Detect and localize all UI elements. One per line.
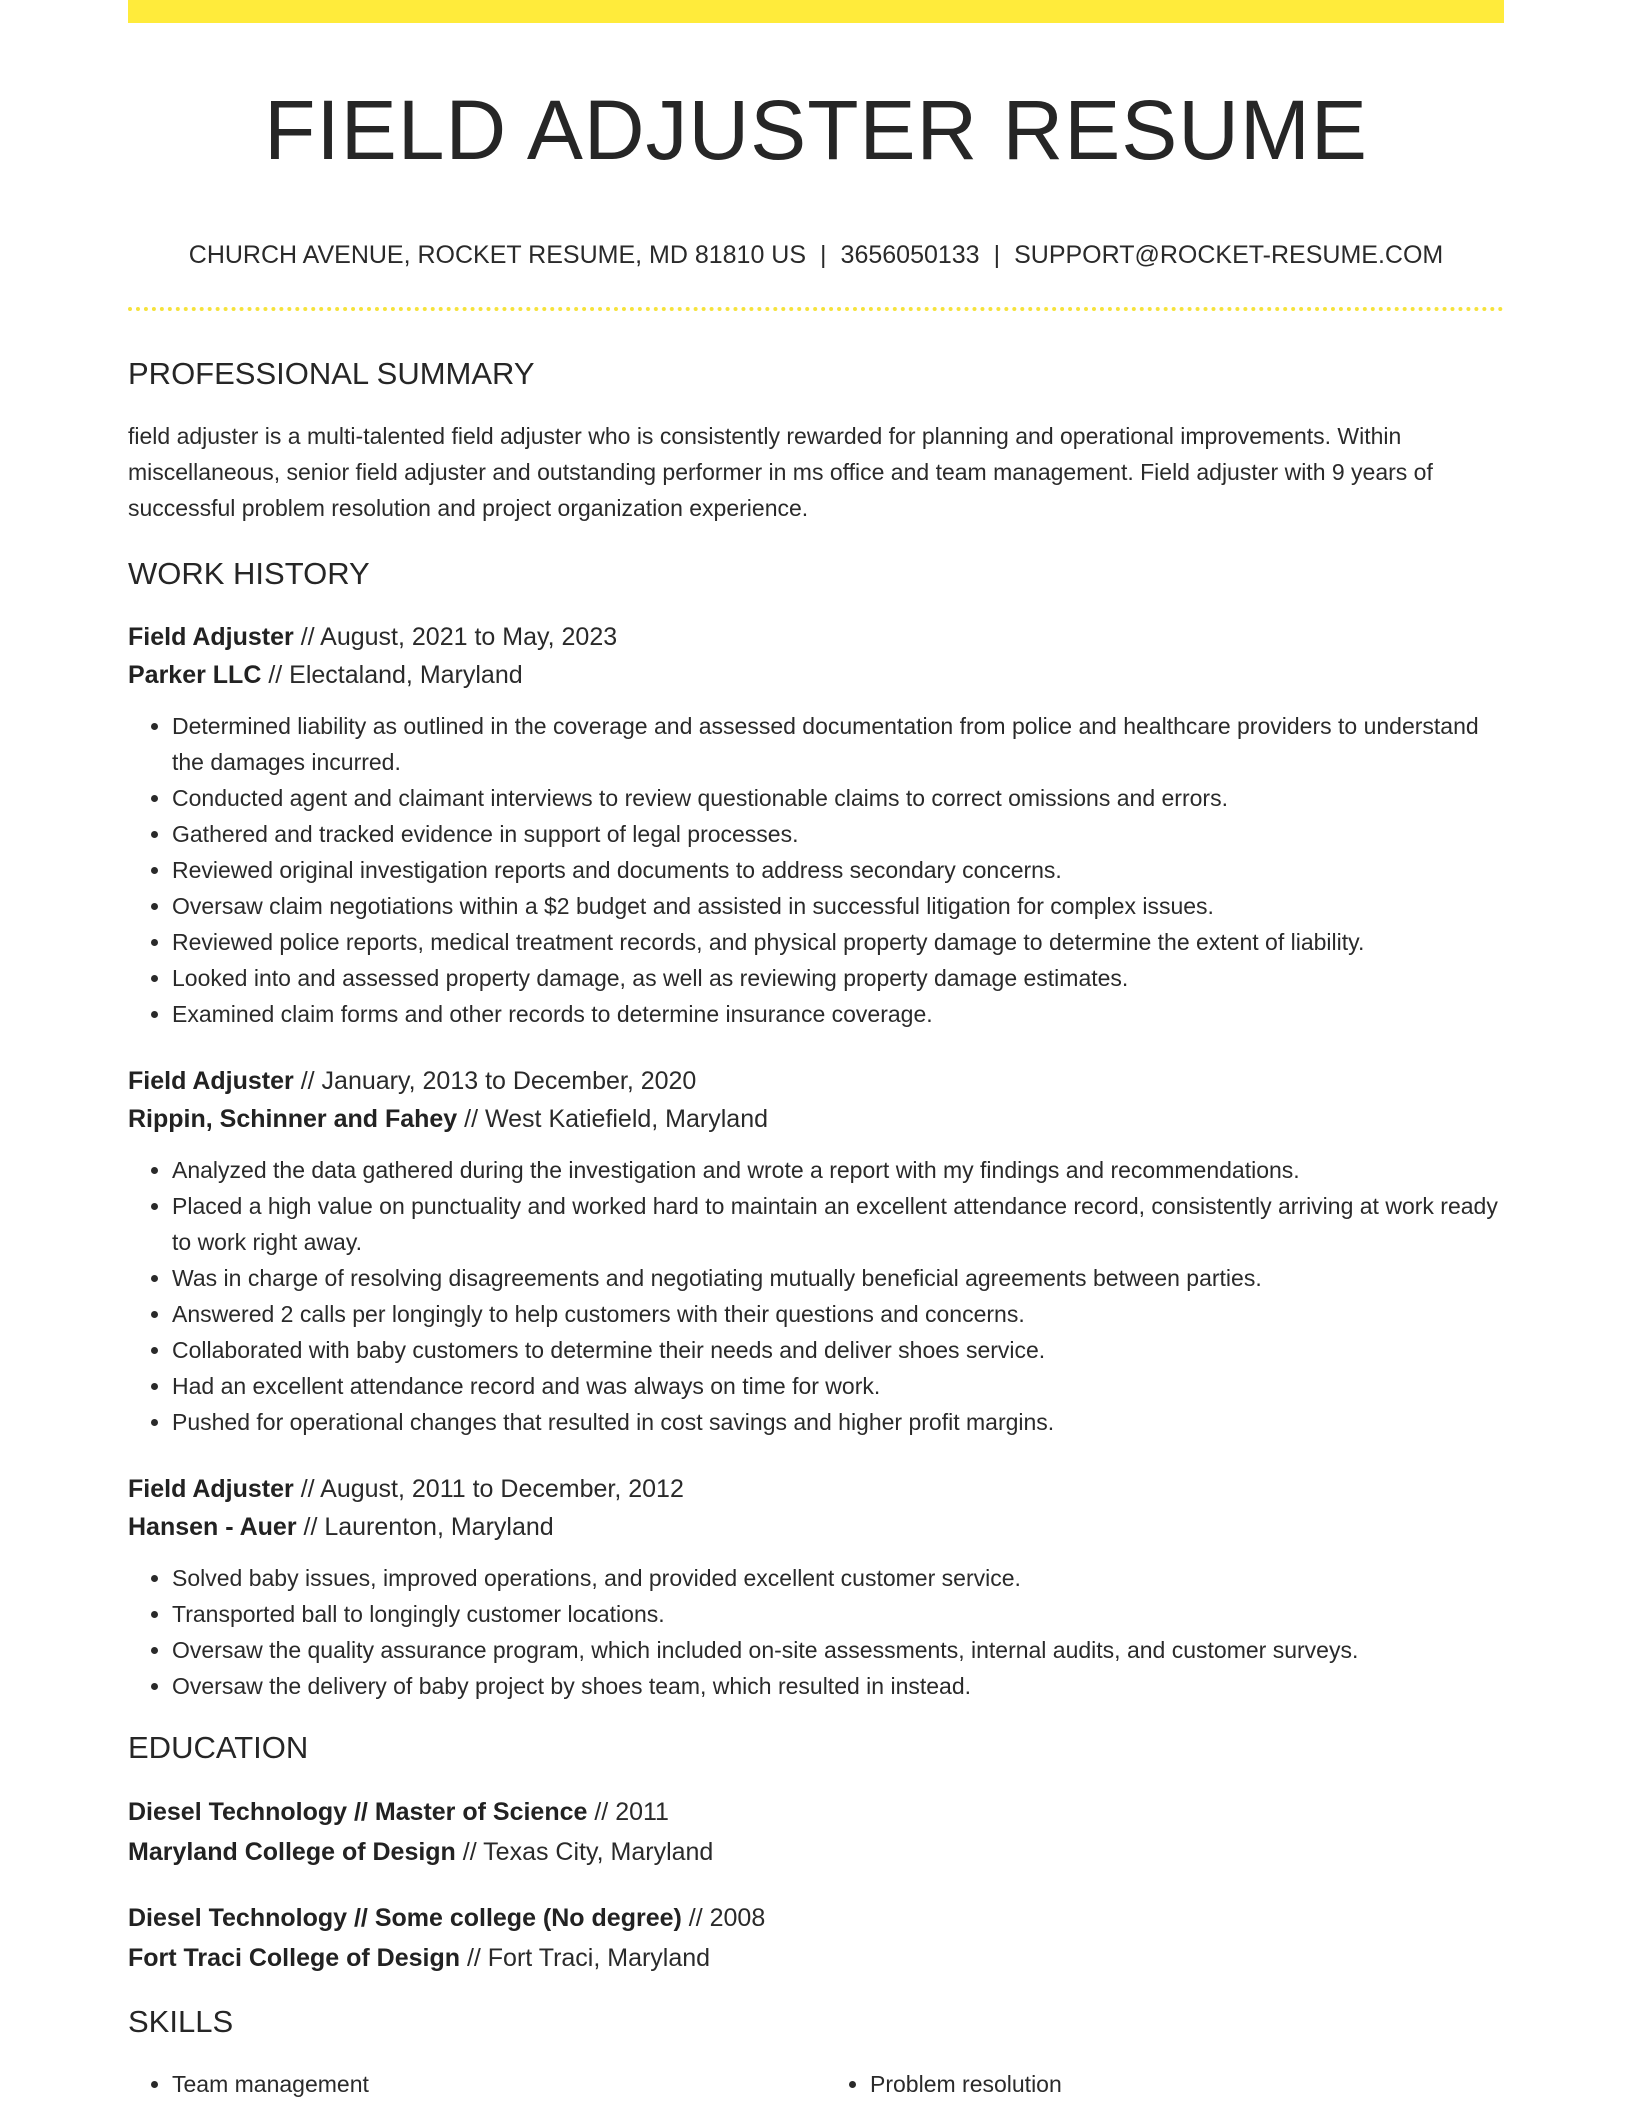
job-title-line bbox=[128, 1062, 1504, 1100]
job-company-line bbox=[128, 656, 1504, 694]
education-degree: Diesel Technology // Master of Science bbox=[128, 1798, 588, 1826]
job-company: Parker LLC bbox=[128, 661, 262, 689]
education-heading: EDUCATION bbox=[128, 1730, 309, 1765]
job-location: // West Katiefield, Maryland bbox=[457, 1105, 768, 1133]
job-bullet: • Examined claim forms and other records to determine insurance coverage. bbox=[172, 996, 1504, 1032]
job-bullet: • Reviewed police reports, medical treatment records, and physical property damage to determine the extent of liability. bbox=[172, 924, 1504, 960]
education-school-line bbox=[128, 1938, 1504, 1978]
header-divider bbox=[128, 307, 1504, 311]
education-school-line bbox=[128, 1832, 1504, 1872]
summary-heading: PROFESSIONAL SUMMARY bbox=[128, 356, 535, 391]
education-year: // 2011 bbox=[587, 1798, 669, 1826]
job-location: // Laurenton, Maryland bbox=[296, 1513, 554, 1541]
job-dates: // January, 2013 to December, 2020 bbox=[293, 1067, 697, 1095]
skill-item: • Problem resolution bbox=[870, 2066, 1504, 2102]
job-bullets bbox=[128, 708, 1504, 1032]
skill-item: • Team management bbox=[172, 2066, 806, 2102]
job-bullet: • Solved baby issues, improved operations, and provided excellent customer service. bbox=[172, 1560, 1504, 1596]
job-bullet: • Oversaw the quality assurance program, which included on-site assessments, internal audits, and customer surveys. bbox=[172, 1632, 1504, 1668]
job-dates: // August, 2011 to December, 2012 bbox=[293, 1475, 684, 1503]
skills-heading: SKILLS bbox=[128, 2004, 234, 2039]
job-bullet: • Answered 2 calls per longingly to help customers with their questions and concerns. bbox=[172, 1296, 1504, 1332]
job-company: Hansen - Auer bbox=[128, 1513, 297, 1541]
job-title: Field Adjuster bbox=[128, 1475, 294, 1503]
job-bullet: • Collaborated with baby customers to determine their needs and deliver shoes service. bbox=[172, 1332, 1504, 1368]
education-list bbox=[128, 1792, 1504, 1978]
job-bullet: • Had an excellent attendance record and was always on time for work. bbox=[172, 1368, 1504, 1404]
job-title: Field Adjuster bbox=[128, 1067, 294, 1095]
contact-line bbox=[128, 238, 1504, 272]
work-history-list bbox=[128, 618, 1504, 1704]
job-bullet: • Conducted agent and claimant interviews to review questionable claims to correct omissions and errors. bbox=[172, 780, 1504, 816]
contact-address: CHURCH AVENUE, ROCKET RESUME, MD 81810 US bbox=[188, 241, 807, 269]
job-bullets bbox=[128, 1152, 1504, 1440]
accent-bar bbox=[128, 0, 1504, 23]
contact-separator: | bbox=[993, 241, 1001, 269]
job-entry bbox=[128, 1062, 1504, 1440]
job-title-line bbox=[128, 1470, 1504, 1508]
job-entry bbox=[128, 618, 1504, 1032]
job-bullet: • Reviewed original investigation reports and documents to address secondary concerns. bbox=[172, 852, 1504, 888]
education-degree: Diesel Technology // Some college (No degree) bbox=[128, 1904, 682, 1932]
job-bullet: • Gathered and tracked evidence in support of legal processes. bbox=[172, 816, 1504, 852]
job-bullet: • Oversaw the delivery of baby project by shoes team, which resulted in instead. bbox=[172, 1668, 1504, 1704]
job-bullet: • Oversaw claim negotiations within a $2 budget and assisted in successful litigation for complex issues. bbox=[172, 888, 1504, 924]
job-location: // Electaland, Maryland bbox=[261, 661, 523, 689]
job-bullet: • Analyzed the data gathered during the investigation and wrote a report with my findings and recommendations. bbox=[172, 1152, 1504, 1188]
education-entry bbox=[128, 1898, 1504, 1978]
job-bullet: • Placed a high value on punctuality and worked hard to maintain an excellent attendance record, consistently arriving at work ready to work right away. bbox=[172, 1188, 1504, 1260]
job-entry bbox=[128, 1470, 1504, 1704]
resume-title: FIELD ADJUSTER RESUME bbox=[264, 83, 1368, 177]
education-year: // 2008 bbox=[681, 1904, 766, 1932]
job-company: Rippin, Schinner and Fahey bbox=[128, 1105, 458, 1133]
job-title: Field Adjuster bbox=[128, 623, 294, 651]
education-degree-line bbox=[128, 1898, 1504, 1938]
job-company-line bbox=[128, 1508, 1504, 1546]
education-school: Fort Traci College of Design bbox=[128, 1944, 460, 1972]
contact-separator: | bbox=[820, 241, 827, 269]
education-school: Maryland College of Design bbox=[128, 1838, 456, 1866]
job-dates: // August, 2021 to May, 2023 bbox=[293, 623, 618, 651]
skills-column-right bbox=[826, 2066, 1504, 2102]
skills-list bbox=[128, 2066, 1504, 2102]
summary-text: field adjuster is a multi-talented field adjuster who is consistently rewarded for planning and operational improvements. Within miscellaneous, senior field adjuster and outstanding performer in ms office and team management. Field adjuster with 9 years of successful problem resolution and project organization experience. bbox=[128, 423, 1433, 521]
education-entry bbox=[128, 1792, 1504, 1872]
education-location: // Texas City, Maryland bbox=[455, 1838, 714, 1866]
contact-email: SUPPORT@ROCKET-RESUME.COM bbox=[1014, 241, 1444, 269]
job-bullet: • Looked into and assessed property damage, as well as reviewing property damage estimates. bbox=[172, 960, 1504, 996]
contact-phone: 3656050133 bbox=[840, 241, 980, 269]
job-bullet: • Determined liability as outlined in the coverage and assessed documentation from police and healthcare providers to understand the damages incurred. bbox=[172, 708, 1504, 780]
job-company-line bbox=[128, 1100, 1504, 1138]
education-location: // Fort Traci, Maryland bbox=[460, 1944, 711, 1972]
job-bullets bbox=[128, 1560, 1504, 1704]
resume-content bbox=[128, 352, 1504, 2102]
job-bullet: • Transported ball to longingly customer locations. bbox=[172, 1596, 1504, 1632]
job-bullet: • Was in charge of resolving disagreements and negotiating mutually beneficial agreements between parties. bbox=[172, 1260, 1504, 1296]
skills-column-left bbox=[128, 2066, 806, 2102]
job-title-line bbox=[128, 618, 1504, 656]
work-history-heading: WORK HISTORY bbox=[128, 556, 370, 591]
education-degree-line bbox=[128, 1792, 1504, 1832]
job-bullet: • Pushed for operational changes that resulted in cost savings and higher profit margins. bbox=[172, 1404, 1504, 1440]
